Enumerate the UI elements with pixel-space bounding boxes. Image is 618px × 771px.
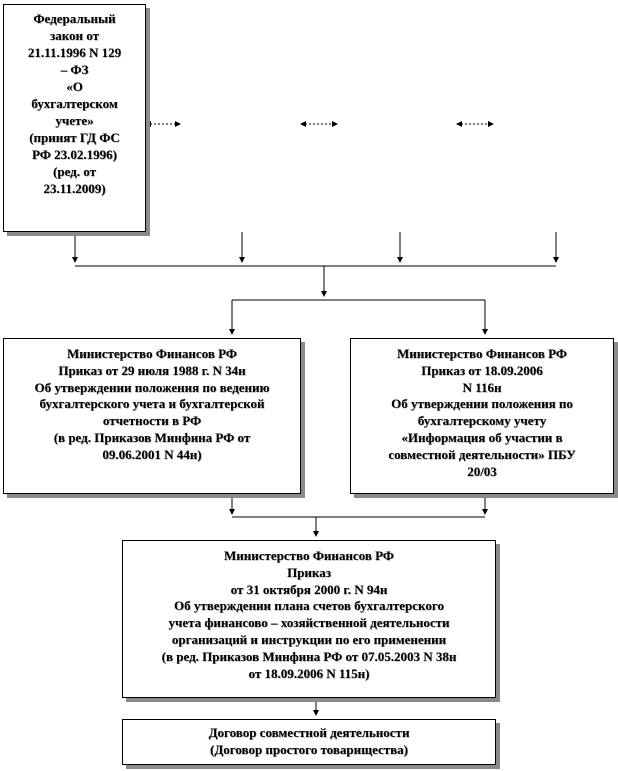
order-34n-box: Министерство Финансов РФ Приказ от 29 июля 1988 г. N 34н Об утверждении положения по ведению бухгалтерского учета и бухгалтерской отчетности в РФ (в ред. Приказов Минфина РФ от 09.06.2001 N 44н) <box>3 338 301 494</box>
order-94n-box: Министерство Финансов РФ Приказ от 31 октября 2000 г. N 94н Об утверждении плана счетов бухгалтерского учета финансово – хозяйственной деятельности организаций и инструкции по его применении (в ред. Приказов Минфина РФ от 07.05.2003 N 38н от 18.09.2006 N 115н) <box>122 540 496 698</box>
joint-activity-contract-box: Договор совместной деятельности (Договор простого товарищества) <box>122 719 496 765</box>
federal-law-box: Федеральный закон от 21.11.1996 N 129 – ФЗ «О бухгалтерском учете» (принят ГД ФС РФ 23.02.1996) (ред. от 23.11.2009) <box>3 4 146 232</box>
pbu-20-03-box: Министерство Финансов РФ Приказ от 18.09.2006 N 116н Об утверждении положения по бухгалтерскому учету «Информация об участии в совместной деятельности» ПБУ 20/03 <box>350 338 614 494</box>
